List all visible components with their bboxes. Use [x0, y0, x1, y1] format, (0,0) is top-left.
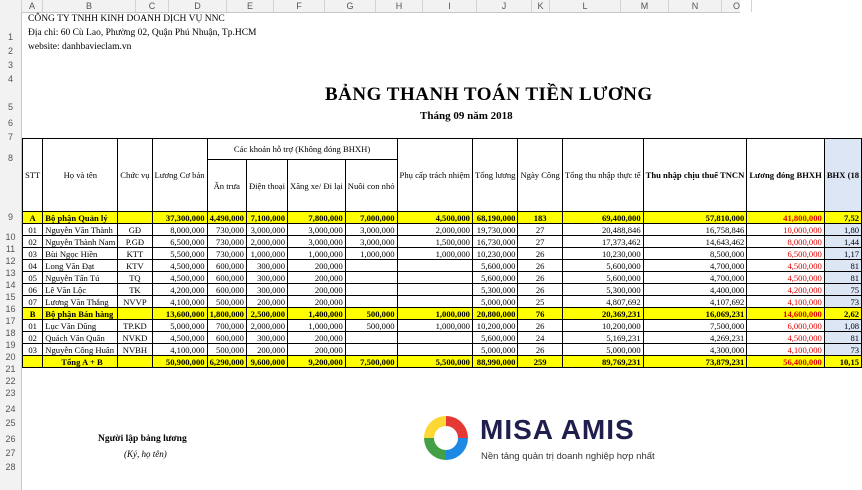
- cell-taxable[interactable]: 7,500,000: [643, 320, 747, 332]
- row-header-2[interactable]: 2: [7, 46, 13, 56]
- cell-days[interactable]: 24: [518, 332, 562, 344]
- column-header-I[interactable]: I: [423, 0, 477, 12]
- cell-stt[interactable]: 07: [23, 296, 43, 308]
- cell-days[interactable]: 27: [518, 224, 562, 236]
- cell-base[interactable]: 50,900,000: [152, 356, 207, 368]
- cell-cut[interactable]: 81: [824, 260, 861, 272]
- column-header-B[interactable]: B: [43, 0, 136, 12]
- row-header-21[interactable]: 21: [5, 364, 16, 374]
- cell-bhxh[interactable]: 4,500,000: [747, 332, 824, 344]
- cell-actual[interactable]: 69,400,000: [562, 212, 643, 224]
- cell-actual[interactable]: 5,600,000: [562, 272, 643, 284]
- cell-resp[interactable]: 4,500,000: [397, 212, 472, 224]
- cell-pos[interactable]: NVBH: [118, 344, 152, 356]
- cell-bhxh[interactable]: 10,000,000: [747, 224, 824, 236]
- cell-resp[interactable]: [397, 284, 472, 296]
- cell-taxable[interactable]: 4,269,231: [643, 332, 747, 344]
- column-header-L[interactable]: L: [550, 0, 621, 12]
- cell-actual[interactable]: 5,169,231: [562, 332, 643, 344]
- cell-base[interactable]: 13,600,000: [152, 308, 207, 320]
- row-header-24[interactable]: 24: [5, 404, 16, 414]
- cell-days[interactable]: 26: [518, 344, 562, 356]
- cell-bhxh[interactable]: 4,200,000: [747, 284, 824, 296]
- column-header-G[interactable]: G: [325, 0, 376, 12]
- cell-base[interactable]: 4,500,000: [152, 260, 207, 272]
- cell-lunch[interactable]: 6,290,000: [207, 356, 246, 368]
- company-address: Địa chỉ: 60 Cù Lao, Phường 02, Quận Phú Nhuận, Tp.HCM: [28, 28, 257, 38]
- group-row: [23, 212, 862, 224]
- table-row: [23, 320, 862, 332]
- table-row: [23, 236, 862, 248]
- cell-fuel[interactable]: 7,800,000: [288, 212, 346, 224]
- row-header-15[interactable]: 15: [5, 292, 16, 302]
- header-bhxh-salary: Lương đóng BHXH: [747, 139, 824, 212]
- cell-resp[interactable]: [397, 260, 472, 272]
- cell-fuel[interactable]: 9,200,000: [288, 356, 346, 368]
- cell-pos[interactable]: [118, 308, 152, 320]
- cell-days[interactable]: 26: [518, 272, 562, 284]
- cell-total[interactable]: 5,300,000: [472, 284, 517, 296]
- cell-name[interactable]: Quách Văn Quân: [43, 332, 118, 344]
- cell-phone[interactable]: 3,000,000: [246, 224, 287, 236]
- cell-stt[interactable]: 06: [23, 284, 43, 296]
- row-header-7[interactable]: 7: [7, 132, 13, 142]
- cell-resp[interactable]: [397, 296, 472, 308]
- cell-cut[interactable]: 81: [824, 332, 861, 344]
- table-row: [23, 284, 862, 296]
- header-actual-income: Tổng thu nhập thực tế: [562, 139, 643, 212]
- cell-days[interactable]: 259: [518, 356, 562, 368]
- cell-lunch[interactable]: 1,800,000: [207, 308, 246, 320]
- cell-child[interactable]: 3,000,000: [345, 224, 397, 236]
- cell-base[interactable]: 4,100,000: [152, 296, 207, 308]
- page-title: BẢNG THANH TOÁN TIỀN LƯƠNG: [325, 84, 653, 105]
- column-header-bar: [0, 0, 740, 13]
- cell-total[interactable]: 19,730,000: [472, 224, 517, 236]
- header-child: Nuôi con nhỏ: [345, 160, 397, 212]
- cell-lunch[interactable]: 700,000: [207, 320, 246, 332]
- cell-pos[interactable]: TK: [118, 284, 152, 296]
- table-row: [23, 296, 862, 308]
- cell-stt[interactable]: 04: [23, 260, 43, 272]
- row-header-9[interactable]: 9: [7, 212, 13, 222]
- header-taxable-income: Thu nhập chịu thuế TNCN: [643, 139, 747, 212]
- cell-cut[interactable]: 81: [824, 272, 861, 284]
- column-header-H[interactable]: H: [376, 0, 423, 12]
- row-header-14[interactable]: 14: [5, 280, 16, 290]
- header-lunch: Ăn trưa: [207, 160, 246, 212]
- cell-actual[interactable]: 10,200,000: [562, 320, 643, 332]
- cell-actual[interactable]: 89,769,231: [562, 356, 643, 368]
- cell-fuel[interactable]: 3,000,000: [288, 236, 346, 248]
- cell-pos[interactable]: [118, 356, 152, 368]
- cell-name[interactable]: Tổng A + B: [43, 356, 118, 368]
- cell-child[interactable]: [345, 332, 397, 344]
- header-position: Chức vụ: [118, 139, 152, 212]
- cell-days[interactable]: 26: [518, 260, 562, 272]
- cell-lunch[interactable]: 600,000: [207, 332, 246, 344]
- row-header-18[interactable]: 18: [5, 328, 16, 338]
- cell-name[interactable]: Lục Văn Dũng: [43, 320, 118, 332]
- cell-days[interactable]: 26: [518, 284, 562, 296]
- cell-child[interactable]: [345, 272, 397, 284]
- cell-stt[interactable]: A: [23, 212, 43, 224]
- cell-lunch[interactable]: 730,000: [207, 236, 246, 248]
- group-row: [23, 356, 862, 368]
- cell-actual[interactable]: 5,300,000: [562, 284, 643, 296]
- cell-phone[interactable]: 1,000,000: [246, 248, 287, 260]
- row-header-13[interactable]: 13: [5, 268, 16, 278]
- cell-phone[interactable]: 2,000,000: [246, 320, 287, 332]
- cell-pos[interactable]: TP.KD: [118, 320, 152, 332]
- header-stt: STT: [23, 139, 43, 212]
- row-header-10[interactable]: 10: [5, 232, 16, 242]
- cell-resp[interactable]: 5,500,000: [397, 356, 472, 368]
- cell-lunch[interactable]: 730,000: [207, 248, 246, 260]
- company-name: CÔNG TY TNHH KINH DOANH DỊCH VỤ NNC: [28, 14, 225, 24]
- cell-lunch[interactable]: 600,000: [207, 284, 246, 296]
- cell-total[interactable]: 5,000,000: [472, 296, 517, 308]
- header-fuel: Xăng xe/ Đi lại: [288, 160, 346, 212]
- cell-resp[interactable]: 2,000,000: [397, 224, 472, 236]
- cell-phone[interactable]: 300,000: [246, 284, 287, 296]
- cell-phone[interactable]: 200,000: [246, 344, 287, 356]
- cell-taxable[interactable]: 73,879,231: [643, 356, 747, 368]
- cell-child[interactable]: 3,000,000: [345, 236, 397, 248]
- column-header-F[interactable]: F: [274, 0, 325, 12]
- cell-taxable[interactable]: 16,069,231: [643, 308, 747, 320]
- cell-phone[interactable]: 2,000,000: [246, 236, 287, 248]
- cell-phone[interactable]: 300,000: [246, 272, 287, 284]
- row-header-1[interactable]: 1: [7, 32, 13, 42]
- cell-stt[interactable]: B: [23, 308, 43, 320]
- cell-child[interactable]: [345, 296, 397, 308]
- cell-actual[interactable]: 10,230,000: [562, 248, 643, 260]
- header-phone: Điện thoại: [246, 160, 287, 212]
- cell-days[interactable]: 25: [518, 296, 562, 308]
- cell-cut[interactable]: 1,17: [824, 248, 861, 260]
- row-header-11[interactable]: 11: [5, 244, 16, 254]
- cell-actual[interactable]: 20,488,846: [562, 224, 643, 236]
- column-header-N[interactable]: N: [669, 0, 722, 12]
- cell-cut[interactable]: 73: [824, 296, 861, 308]
- cell-base[interactable]: 8,000,000: [152, 224, 207, 236]
- cell-pos[interactable]: NVVP: [118, 296, 152, 308]
- header-name: Họ và tên: [43, 139, 118, 212]
- cell-child[interactable]: 7,500,000: [345, 356, 397, 368]
- column-header-K[interactable]: K: [532, 0, 550, 12]
- row-header-20[interactable]: 20: [5, 352, 16, 362]
- row-header-23[interactable]: 23: [5, 388, 16, 398]
- cell-taxable[interactable]: 16,758,846: [643, 224, 747, 236]
- cell-bhxh[interactable]: 41,800,000: [747, 212, 824, 224]
- cell-taxable[interactable]: 4,107,692: [643, 296, 747, 308]
- cell-taxable[interactable]: 8,500,000: [643, 248, 747, 260]
- cell-child[interactable]: 500,000: [345, 308, 397, 320]
- cell-base[interactable]: 4,500,000: [152, 332, 207, 344]
- cell-pos[interactable]: KTV: [118, 260, 152, 272]
- header-responsibility: Phụ cấp trách nhiệm: [397, 139, 472, 212]
- cell-lunch[interactable]: 600,000: [207, 260, 246, 272]
- cell-bhxh[interactable]: 6,500,000: [747, 248, 824, 260]
- cell-name[interactable]: Nguyễn Công Huân: [43, 344, 118, 356]
- cell-bhxh[interactable]: 14,600,000: [747, 308, 824, 320]
- column-header-E[interactable]: E: [227, 0, 274, 12]
- table-row: [23, 260, 862, 272]
- group-row: [23, 308, 862, 320]
- cell-bhxh[interactable]: 8,000,000: [747, 236, 824, 248]
- cell-cut[interactable]: 2,62: [824, 308, 861, 320]
- cell-fuel[interactable]: 200,000: [288, 332, 346, 344]
- cell-base[interactable]: 4,200,000: [152, 284, 207, 296]
- cell-name[interactable]: Nguyễn Văn Thành: [43, 224, 118, 236]
- cell-taxable[interactable]: 4,400,000: [643, 284, 747, 296]
- row-header-bar: [0, 12, 22, 490]
- company-website: website: danhbavieclam.vn: [28, 42, 132, 52]
- cell-lunch[interactable]: 500,000: [207, 344, 246, 356]
- cell-stt[interactable]: 02: [23, 332, 43, 344]
- cell-resp[interactable]: 1,500,000: [397, 236, 472, 248]
- cell-lunch[interactable]: 600,000: [207, 272, 246, 284]
- cell-days[interactable]: 183: [518, 212, 562, 224]
- cell-child[interactable]: [345, 284, 397, 296]
- cell-name[interactable]: Bùi Ngọc Hiền: [43, 248, 118, 260]
- cell-phone[interactable]: 9,600,000: [246, 356, 287, 368]
- cell-phone[interactable]: 7,100,000: [246, 212, 287, 224]
- cell-child[interactable]: [345, 260, 397, 272]
- row-header-6[interactable]: 6: [7, 118, 13, 128]
- cell-resp[interactable]: 1,000,000: [397, 248, 472, 260]
- cell-name[interactable]: Lương Văn Thắng: [43, 296, 118, 308]
- row-header-17[interactable]: 17: [5, 316, 16, 326]
- cell-actual[interactable]: 17,373,462: [562, 236, 643, 248]
- cell-name[interactable]: Nguyễn Thành Nam: [43, 236, 118, 248]
- cell-stt[interactable]: 03: [23, 248, 43, 260]
- column-header-O[interactable]: O: [722, 0, 752, 12]
- cell-days[interactable]: 76: [518, 308, 562, 320]
- cell-days[interactable]: 26: [518, 320, 562, 332]
- row-header-22[interactable]: 22: [5, 376, 16, 386]
- cell-base[interactable]: 5,500,000: [152, 248, 207, 260]
- cell-total[interactable]: 16,730,000: [472, 236, 517, 248]
- table-row: [23, 344, 862, 356]
- column-header-D[interactable]: D: [169, 0, 227, 12]
- row-header-3[interactable]: 3: [7, 60, 13, 70]
- row-header-12[interactable]: 12: [5, 256, 16, 266]
- cell-actual[interactable]: 5,600,000: [562, 260, 643, 272]
- row-header-16[interactable]: 16: [5, 304, 16, 314]
- signature-label: Người lập bảng lương: [98, 434, 187, 444]
- cell-resp[interactable]: [397, 344, 472, 356]
- cell-total[interactable]: 5,600,000: [472, 272, 517, 284]
- cell-phone[interactable]: 300,000: [246, 260, 287, 272]
- cell-fuel[interactable]: 200,000: [288, 272, 346, 284]
- column-header-M[interactable]: M: [621, 0, 669, 12]
- cell-name[interactable]: Nguyễn Tấn Tú: [43, 272, 118, 284]
- cell-fuel[interactable]: 1,400,000: [288, 308, 346, 320]
- cell-pos[interactable]: P.GĐ: [118, 236, 152, 248]
- cell-total[interactable]: 5,600,000: [472, 260, 517, 272]
- cell-pos[interactable]: NVKD: [118, 332, 152, 344]
- cell-fuel[interactable]: 200,000: [288, 260, 346, 272]
- cell-total[interactable]: 10,230,000: [472, 248, 517, 260]
- misa-amis-logo-icon: [420, 412, 472, 464]
- cell-bhxh[interactable]: 6,000,000: [747, 320, 824, 332]
- cell-name[interactable]: Long Văn Đạt: [43, 260, 118, 272]
- signature-hint: (Ký, họ tên): [124, 449, 167, 459]
- cell-pos[interactable]: GĐ: [118, 224, 152, 236]
- cell-cut[interactable]: 75: [824, 284, 861, 296]
- brand-tagline: Nền tảng quản trị doanh nghiệp hợp nhất: [481, 451, 655, 462]
- cell-taxable[interactable]: 57,810,000: [643, 212, 747, 224]
- cell-base[interactable]: 37,300,000: [152, 212, 207, 224]
- cell-child[interactable]: 500,000: [345, 320, 397, 332]
- cell-fuel[interactable]: 1,000,000: [288, 248, 346, 260]
- cell-name[interactable]: Lê Văn Lộc: [43, 284, 118, 296]
- cell-base[interactable]: 5,000,000: [152, 320, 207, 332]
- cell-stt[interactable]: 01: [23, 320, 43, 332]
- cell-actual[interactable]: 4,807,692: [562, 296, 643, 308]
- cell-bhxh[interactable]: 4,100,000: [747, 344, 824, 356]
- cell-pos[interactable]: KTT: [118, 248, 152, 260]
- header-work-days: Ngày Công: [518, 139, 562, 212]
- row-header-26[interactable]: 26: [5, 434, 16, 444]
- column-header-C[interactable]: C: [136, 0, 169, 12]
- row-header-8[interactable]: 8: [7, 153, 13, 163]
- cell-fuel[interactable]: 3,000,000: [288, 224, 346, 236]
- header-bhxh-deduction: BHX (18: [824, 139, 861, 212]
- row-header-25[interactable]: 25: [5, 418, 16, 428]
- cell-total[interactable]: 10,200,000: [472, 320, 517, 332]
- cell-fuel[interactable]: 1,000,000: [288, 320, 346, 332]
- table-row: [23, 224, 862, 236]
- row-header-5[interactable]: 5: [7, 102, 13, 112]
- table-row: [23, 332, 862, 344]
- cell-name[interactable]: Bộ phận Bán hàng: [43, 308, 118, 320]
- cell-pos[interactable]: TQ: [118, 272, 152, 284]
- row-header-4[interactable]: 4: [7, 74, 13, 84]
- cell-stt[interactable]: 02: [23, 236, 43, 248]
- salary-table: [22, 138, 862, 368]
- cell-phone[interactable]: 300,000: [246, 332, 287, 344]
- cell-base[interactable]: 4,500,000: [152, 272, 207, 284]
- header-base-salary: Lương Cơ bản: [152, 139, 207, 212]
- cell-fuel[interactable]: 200,000: [288, 284, 346, 296]
- table-row: [23, 272, 862, 284]
- cell-actual[interactable]: 5,000,000: [562, 344, 643, 356]
- cell-days[interactable]: 26: [518, 248, 562, 260]
- cell-total[interactable]: 5,600,000: [472, 332, 517, 344]
- cell-resp[interactable]: 1,000,000: [397, 308, 472, 320]
- cell-bhxh[interactable]: 4,100,000: [747, 296, 824, 308]
- cell-cut[interactable]: 10,15: [824, 356, 861, 368]
- cell-base[interactable]: 6,500,000: [152, 236, 207, 248]
- cell-phone[interactable]: 200,000: [246, 296, 287, 308]
- row-header-19[interactable]: 19: [5, 340, 16, 350]
- cell-total[interactable]: 88,990,000: [472, 356, 517, 368]
- column-header-J[interactable]: J: [477, 0, 532, 12]
- cell-base[interactable]: 4,100,000: [152, 344, 207, 356]
- cell-cut[interactable]: 1,44: [824, 236, 861, 248]
- row-header-27[interactable]: 27: [5, 448, 16, 458]
- cell-fuel[interactable]: 200,000: [288, 296, 346, 308]
- page-subtitle: Tháng 09 năm 2018: [420, 110, 513, 122]
- cell-cut[interactable]: 7,52: [824, 212, 861, 224]
- cell-taxable[interactable]: 4,300,000: [643, 344, 747, 356]
- cell-taxable[interactable]: 4,700,000: [643, 272, 747, 284]
- cell-cut[interactable]: 1,80: [824, 224, 861, 236]
- cell-stt[interactable]: [23, 356, 43, 368]
- corner-cell[interactable]: [0, 0, 22, 12]
- cell-stt[interactable]: 05: [23, 272, 43, 284]
- cell-fuel[interactable]: 200,000: [288, 344, 346, 356]
- cell-stt[interactable]: 01: [23, 224, 43, 236]
- cell-bhxh[interactable]: 4,500,000: [747, 272, 824, 284]
- cell-cut[interactable]: 1,08: [824, 320, 861, 332]
- cell-lunch[interactable]: 4,490,000: [207, 212, 246, 224]
- cell-taxable[interactable]: 4,700,000: [643, 260, 747, 272]
- cell-resp[interactable]: 1,000,000: [397, 320, 472, 332]
- column-header-A[interactable]: A: [22, 0, 43, 12]
- cell-cut[interactable]: 73: [824, 344, 861, 356]
- row-header-28[interactable]: 28: [5, 462, 16, 472]
- cell-lunch[interactable]: 500,000: [207, 296, 246, 308]
- header-allowance-group: Các khoản hỗ trợ (Không đóng BHXH): [207, 139, 397, 160]
- cell-name[interactable]: Bộ phận Quản lý: [43, 212, 118, 224]
- cell-lunch[interactable]: 730,000: [207, 224, 246, 236]
- cell-phone[interactable]: 2,500,000: [246, 308, 287, 320]
- cell-total[interactable]: 5,000,000: [472, 344, 517, 356]
- cell-child[interactable]: 7,000,000: [345, 212, 397, 224]
- cell-bhxh[interactable]: 4,500,000: [747, 260, 824, 272]
- cell-stt[interactable]: 03: [23, 344, 43, 356]
- cell-days[interactable]: 27: [518, 236, 562, 248]
- brand-name: MISA AMIS: [480, 414, 635, 445]
- cell-bhxh[interactable]: 56,400,000: [747, 356, 824, 368]
- cell-child[interactable]: 1,000,000: [345, 248, 397, 260]
- cell-actual[interactable]: 20,369,231: [562, 308, 643, 320]
- cell-total[interactable]: 20,800,000: [472, 308, 517, 320]
- cell-resp[interactable]: [397, 332, 472, 344]
- cell-pos[interactable]: [118, 212, 152, 224]
- cell-total[interactable]: 68,190,000: [472, 212, 517, 224]
- table-row: [23, 248, 862, 260]
- cell-taxable[interactable]: 14,643,462: [643, 236, 747, 248]
- cell-child[interactable]: [345, 344, 397, 356]
- cell-resp[interactable]: [397, 272, 472, 284]
- header-total-salary: Tổng lương: [472, 139, 517, 212]
